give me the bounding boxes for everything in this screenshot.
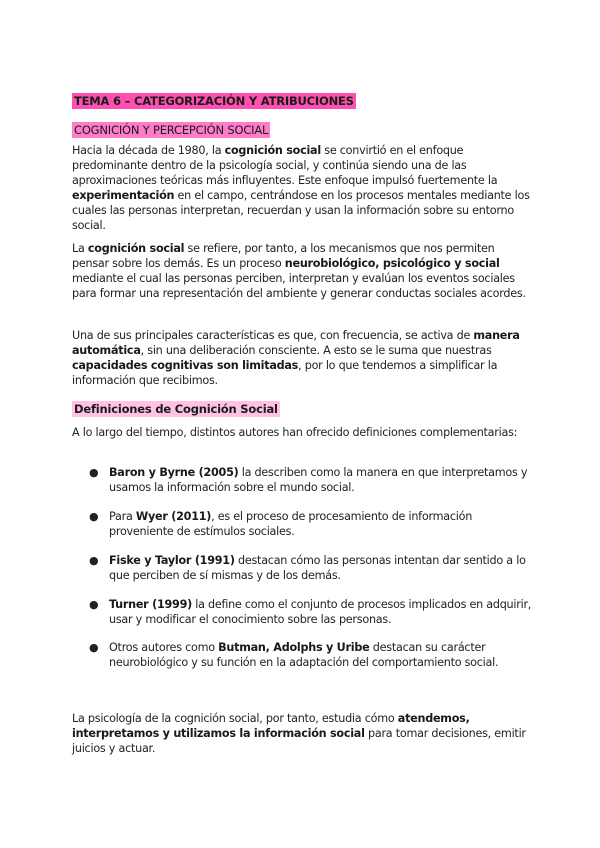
text-run: La psicología de la cognición social, por tanto, estudia cómo [72, 712, 398, 725]
text-run: se refiere, por tanto, a los mecanismos que nos permiten pensar sobre los demás. Es un proceso [72, 242, 495, 270]
paragraph-2 [72, 241, 532, 301]
text-run: mediante el cual las personas perciben, interpretan y evalúan los eventos sociales para formar una representación del ambiente y generar conductas sociales acordes. [72, 272, 526, 300]
text-run: , sin una deliberación consciente. A esto se le suma que nuestras [140, 344, 492, 357]
list-item [72, 509, 532, 539]
paragraph-5 [72, 711, 532, 756]
text-run: la define como el conjunto de procesos implicados en adquirir, usar y modificar el conocimiento sobre las personas. [109, 598, 532, 626]
document-title: TEMA 6 – CATEGORIZACIÓN Y ATRIBUCIONES [74, 94, 354, 108]
paragraph-3 [72, 328, 532, 388]
text-run: Hacia la década de 1980, la [72, 144, 225, 157]
text-run: la describen como la manera en que interpretamos y usamos la información sobre el mundo social. [109, 466, 528, 494]
bold-term: experimentación [72, 189, 175, 202]
list-item [72, 640, 532, 670]
text-run: La [72, 242, 88, 255]
bullet-icon: ● [89, 554, 99, 567]
author-reference: Turner (1999) [109, 598, 192, 611]
bullet-icon: ● [89, 466, 99, 479]
bold-term: atendemos, interpretamos y utilizamos la información social [72, 712, 470, 740]
section-title-block [72, 398, 532, 417]
list-item [72, 465, 532, 495]
bold-term: cognición social [87, 242, 185, 255]
paragraph-4 [72, 425, 532, 440]
author-reference: Butman, Adolphs y Uribe [218, 641, 370, 654]
bold-term: cognición social [224, 144, 321, 157]
paragraph-1 [72, 143, 532, 233]
bullet-icon: ● [89, 641, 99, 654]
bold-term: neurobiológico, psicológico y social [284, 257, 500, 270]
text-run: Una de sus principales características es que, con frecuencia, se activa de [72, 329, 474, 342]
section-subheading: Definiciones de Cognición Social [74, 402, 278, 416]
document-title-block [72, 90, 532, 109]
author-reference: Wyer (2011) [135, 510, 212, 523]
author-reference: Baron y Byrne (2005) [109, 466, 239, 479]
list-item [72, 553, 532, 583]
bold-term: manera automática [72, 329, 520, 357]
text-run: Para [109, 510, 136, 523]
intro-text: A lo largo del tiempo, distintos autores han ofrecido definiciones complementarias: [72, 426, 518, 439]
text-run: , por lo que tendemos a simplificar la información que recibimos. [72, 359, 498, 387]
text-run: se convirtió en el enfoque predominante dentro de la psicología social, y continúa siendo una de las aproximaciones teóricas más influyentes. Este enfoque impulsó fuertemente la [72, 144, 498, 187]
list-item [72, 597, 532, 627]
section-heading: COGNICIÓN Y PERCEPCIÓN SOCIAL [74, 123, 269, 137]
text-run: destacan su carácter neurobiológico y su función en la adaptación del comportamiento social. [109, 641, 499, 669]
bullet-icon: ● [89, 598, 99, 611]
author-reference: Fiske y Taylor (1991) [109, 554, 235, 567]
text-run: en el campo, centrándose en los procesos mentales mediante los cuales las personas interpretan, recuerdan y usan la información sobre su entorno social. [72, 189, 530, 232]
text-run: , es el proceso de procesamiento de información proveniente de estímulos sociales. [109, 510, 473, 538]
subtitle-block [72, 119, 532, 138]
bullet-icon: ● [89, 510, 99, 523]
text-run: destacan cómo las personas intentan dar sentido a lo que perciben de sí mismas y de los demás. [109, 554, 526, 582]
text-run: para tomar decisiones, emitir juicios y actuar. [72, 727, 526, 755]
bold-term: capacidades cognitivas son limitadas [72, 359, 299, 372]
text-run: Otros autores como [109, 641, 219, 654]
